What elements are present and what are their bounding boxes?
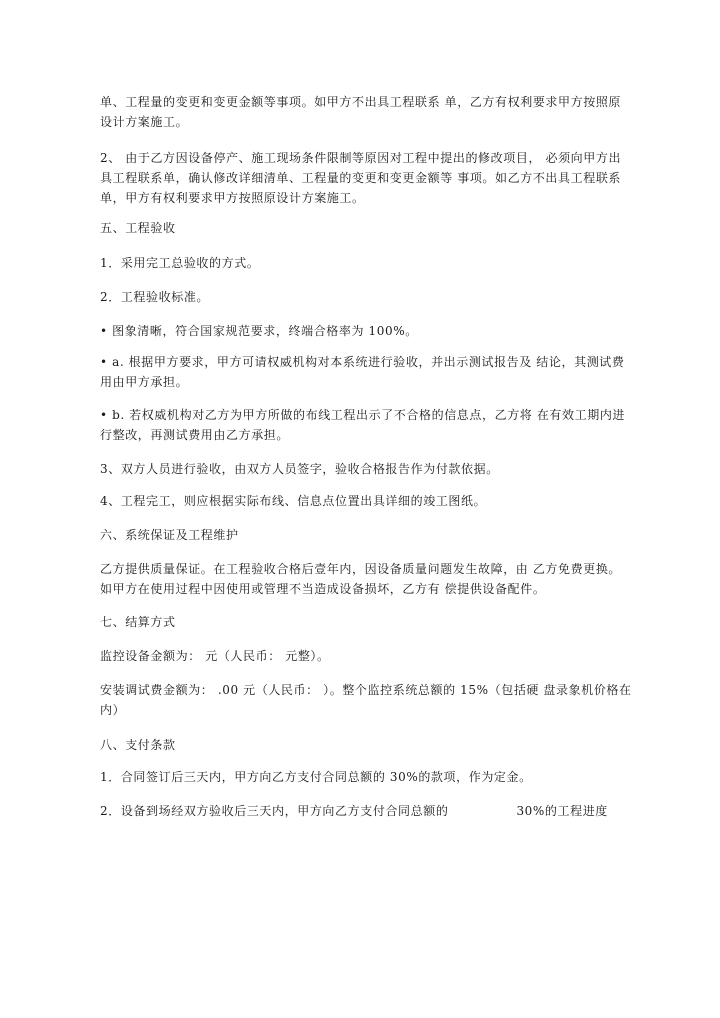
paragraph-acceptance-4: 4、工程完工，则应根据实际布线、信息点位置出具详细的竣工图纸。 [100,494,487,508]
section-heading-warranty: 六、系统保证及工程维护 [100,528,239,542]
section-heading-payment: 八、支付条款 [100,738,176,752]
bullet-b: • b. 若权威机构对乙方为甲方所做的布线工程出示了不合格的信息点，乙方将 在有效工期内进 行整改，再测试费用由乙方承担。 [100,408,626,442]
paragraph-change-amount: 单、工程量的变更和变更金额等事项。如甲方不出具工程联系 单，乙方有权利要求甲方按照原 设计方案施工。 [100,95,622,129]
paragraph-payment-1: 1．合同签订后三天内，甲方向乙方支付合同总额的 30%的款项，作为定金。 [100,770,532,784]
paragraph-acceptance-1: 1．采用完工总验收的方式。 [100,256,260,270]
paragraph-acceptance-2: 2．工程验收标准。 [100,290,210,304]
section-heading-settlement: 七、结算方式 [100,615,176,629]
payment-2-progress: 30%的工程进度 [516,804,608,818]
bullet-image-clarity: • 图象清晰，符合国家规范要求，终端合格率为 100%。 [100,324,418,338]
paragraph-installation-fee: 安装调试费金额为： .00 元（人民币： ）。整个监控系统总额的 15%（包括硬 盘录象机价格在 内） [100,683,632,717]
paragraph-payment-2 [100,801,620,821]
paragraph-item-2: 2、 由于乙方因设备停产、施工现场条件限制等原因对工程中提出的修改项目， 必须向甲方出 具工程联系单，确认修改详细清单、工程量的变更和变更金额等 事项。如乙方不出具工程联系 单，甲方有权利要求甲方按照原设计方案施工。 [100,151,622,205]
payment-2-text: 2．设备到场经双方验收后三天内，甲方向乙方支付合同总额的 [100,804,449,818]
paragraph-acceptance-3: 3、双方人员进行验收，由双方人员签字，验收合格报告作为付款依据。 [100,462,499,476]
paragraph-warranty: 乙方提供质量保证。在工程验收合格后壹年内，因设备质量问题发生故障，由 乙方免费更换。 如甲方在使用过程中因使用或管理不当造成设备损坏，乙方有 偿提供设备配件。 [100,562,622,596]
section-heading-acceptance: 五、工程验收 [100,221,176,235]
bullet-a: • a. 根据甲方要求，甲方可请权威机构对本系统进行验收，并出示测试报告及 结论，其测试费 用由甲方承担。 [100,355,625,389]
paragraph-equipment-amount: 监控设备金额为： 元（人民币： 元整）。 [100,649,330,663]
